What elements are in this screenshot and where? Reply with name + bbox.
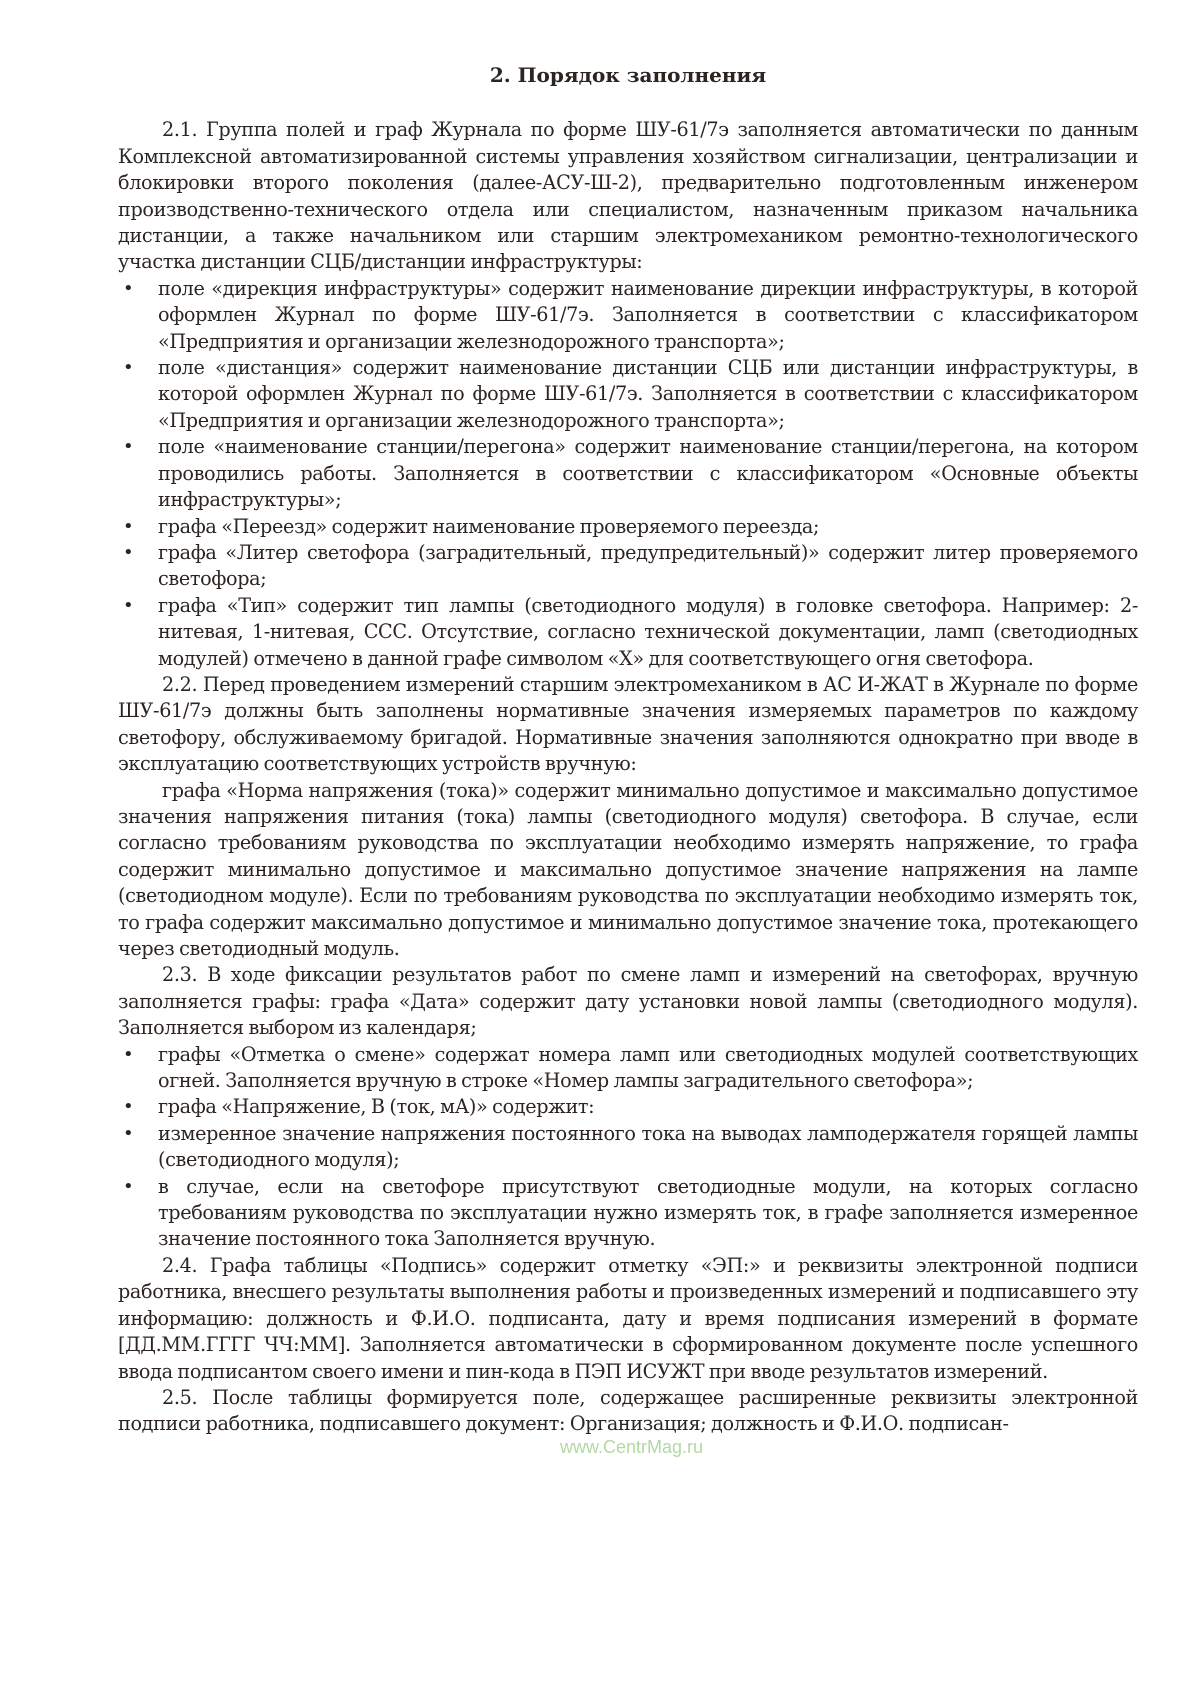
list-item: • графа «Переезд» содержит наименование проверяемого переезда; — [118, 514, 1138, 540]
list-item: • поле «дирекция инфраструктуры» содержит наименование дирекции инфраструктуры, в которой оформлен Журнал по форме ШУ-61/7э. Заполняется в соответствии с классификатором «Предприятия и организации железнодорожного транспорта»; — [123, 276, 1138, 353]
list-item: • поле «наименование станции/перегона» содержит наименование станции/перегона, на котором проводились работы. Заполняется в соответствии с классификатором «Основные объекты инфраструктуры»; — [123, 435, 1138, 512]
paragraph-2-2: 2.2. Перед проведением измерений старшим электромехаником в АС И-ЖАТ в Журнале по форме ШУ-61/7э должны быть заполнены нормативные значения измеряемых параметров по каждому светофору, обслуживаемому бригадой. Нормативные значения заполняются однократно при вводе в эксплуатацию соответствующих устройств вручную: — [118, 672, 1138, 776]
list-2-1 — [118, 276, 1138, 672]
section-title: 2. Порядок заполнения — [489, 63, 767, 87]
list-2-3 — [118, 1042, 1138, 1253]
bullet-icon: • — [123, 594, 134, 616]
list-item: • поле «дистанция» содержит наименование дистанции СЦБ или дистанции инфраструктуры, в которой оформлен Журнал по форме ШУ-61/7э. Заполняется в соответствии с классификатором «Предприятия и организации железнодорожного транспорта»; — [123, 356, 1138, 432]
bullet-icon: • — [123, 357, 134, 379]
paragraph-2-3: 2.3. В ходе фиксации результатов работ по смене ламп и измерений на светофорах, вручную заполняется графы: графа «Дата» содержит дату установки новой лампы (светодиодного модуля). Заполняется выбором из календаря; — [118, 963, 1138, 1040]
list-item: • графы «Отметка о смене» содержат номера ламп или светодиодных модулей соответствующих огней. Заполняется вручную в строке «Номер лампы заградительного светофора»; — [123, 1042, 1138, 1093]
bullet-icon: • — [123, 1043, 134, 1065]
document-page — [118, 62, 1138, 1438]
bullet-icon: • — [123, 541, 134, 563]
list-item: • измеренное значение напряжения постоянного тока на выводах ламподержателя горящей лампы (светодиодного модуля); — [123, 1121, 1138, 1172]
paragraph-2-2-norm: графа «Норма напряжения (тока)» содержит минимально допустимое и максимально допустимое значения напряжения питания (тока) лампы (светодиодного модуля) светофора. В случае, если согласно требованиям руководства по эксплуатации необходимо измерять напряжение, то графа содержит минимально допустимое и максимально допустимое значение напряжения на лампе (светодиодном модуле). Если по требованиям руководства по эксплуатации необходимо измерять ток, то графа содержит максимально допустимое и минимально допустимое значение тока, протекающего через светодиодный модуль. — [118, 778, 1138, 960]
list-item: • графа «Тип» содержит тип лампы (светодиодного модуля) в головке светофора. Например: 2-нитевая, 1-нитевая, ССС. Отсутствие, согласно технической документации, ламп (светодиодных модулей) отмечено в данной графе символом «Х» для соответствующего огня светофора. — [123, 593, 1138, 670]
list-item: • в случае, если на светофоре присутствуют светодиодные модули, на которых согласно требованиям руководства по эксплуатации нужно измерять ток, в графе заполняется измеренное значение постоянного тока Заполняется вручную. — [123, 1174, 1138, 1251]
watermark: www.CentrMag.ru — [560, 1437, 704, 1457]
list-item: • графа «Литер светофора (заградительный, предупредительный)» содержит литер проверяемого светофора; — [123, 540, 1138, 591]
bullet-icon: • — [123, 1122, 134, 1144]
bullet-icon: • — [123, 436, 134, 458]
bullet-icon: • — [123, 1175, 134, 1197]
list-item: • графа «Напряжение, В (ток, мА)» содержит: — [118, 1094, 1138, 1120]
bullet-icon: • — [123, 515, 134, 537]
paragraph-2-1: 2.1. Группа полей и граф Журнала по форме ШУ-61/7э заполняется автоматически по данным Комплексной автоматизированной системы управления хозяйством сигнализации, централизации и блокировки второго поколения (далее-АСУ-Ш-2), предварительно подготовленным инженером производственно-технического отдела или специалистом, назначенным приказом начальника дистанции, а также начальником или старшим электромехаником ремонтно-технологического участка дистанции СЦБ/дистанции инфраструктуры: — [118, 118, 1138, 274]
bullet-icon: • — [123, 1096, 134, 1118]
paragraph-2-4: 2.4. Графа таблицы «Подпись» содержит отметку «ЭП:» и реквизиты электронной подписи работника, внесшего результаты выполнения работы и произведенных измерений и подписавшего эту информацию: должность и Ф.И.О. подписанта, дату и время подписания измерений в формате [ДД.ММ.ГГГГ ЧЧ:ММ]. Заполняется автоматически в сформированном документе после успешного ввода подписантом своего имени и пин-кода в ПЭП ИСУЖТ при вводе результатов измерений. — [118, 1253, 1138, 1383]
paragraph-2-5: 2.5. После таблицы формируется поле, содержащее расширенные реквизиты электронной подписи работника, подписавшего документ: Организация; должность и Ф.И.О. подписан- — [118, 1385, 1138, 1436]
bullet-icon: • — [123, 277, 134, 299]
